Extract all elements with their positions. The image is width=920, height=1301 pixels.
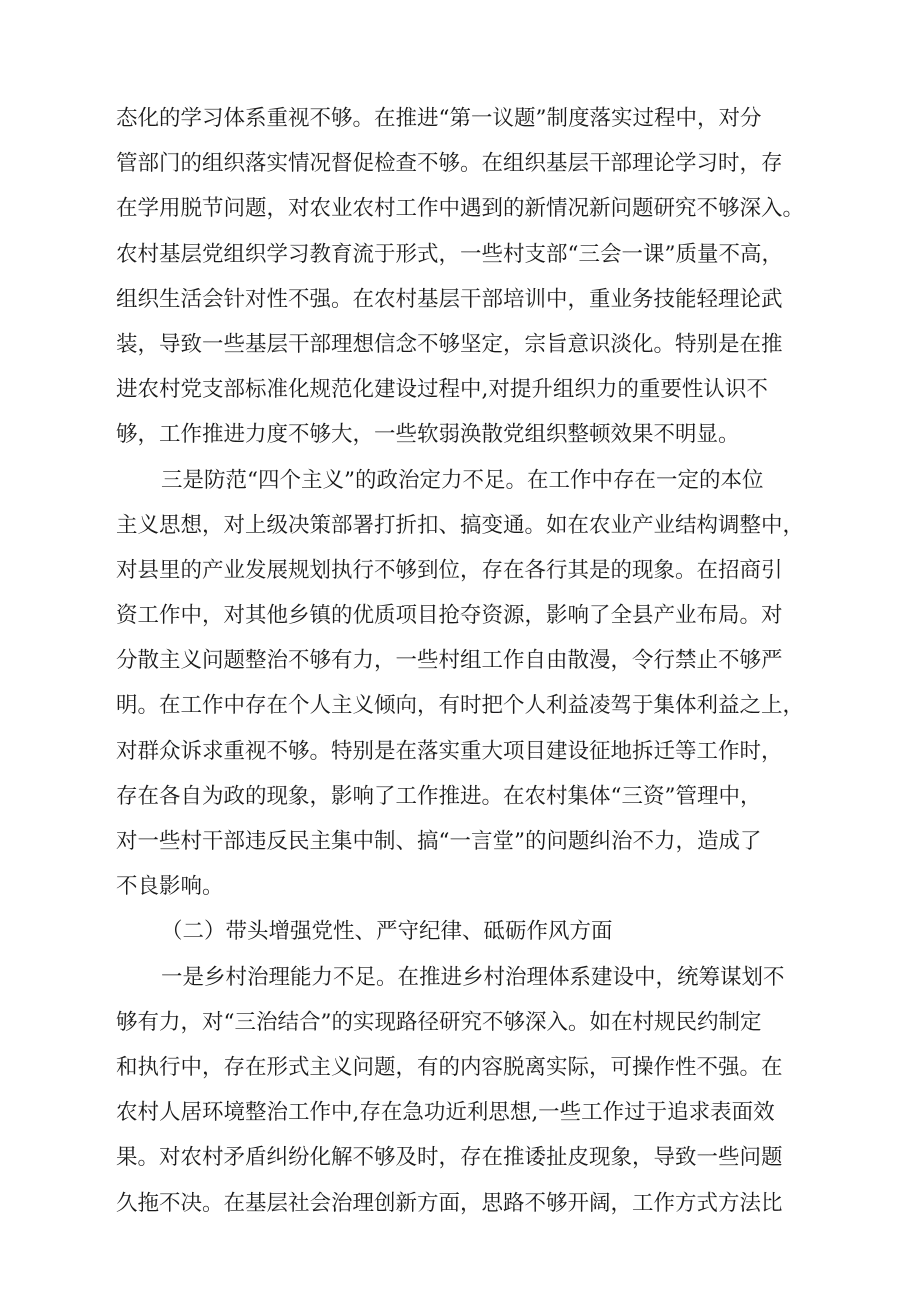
body-line: 对群众诉求重视不够。特别是在落实重大项目建设征地拆迁等工作时，: [116, 738, 783, 764]
body-line: 明。在工作中存在个人主义倾向，有时把个人利益凌驾于集体利益之上，: [116, 693, 805, 719]
body-line: 装，导致一些基层干部理想信念不够坚定，宗旨意识淡化。特别是在推: [116, 331, 783, 357]
section-heading: （二）带头增强党性、严守纪律、砥砺作风方面: [161, 919, 613, 945]
document-body: [116, 96, 834, 1226]
body-line: 农村基层党组织学习教育流于形式，一些村支部“三会一课”质量不高，: [116, 241, 783, 267]
body-line: 在学用脱节问题，对农业农村工作中遇到的新情况新问题研究不够深入。: [116, 196, 805, 222]
paragraph-start-line: 一是乡村治理能力不足。在推进乡村治理体系建设中，统筹谋划不: [161, 964, 785, 990]
body-line: 农村人居环境整治工作中,存在急功近利思想,一些工作过于追求表面效: [116, 1100, 775, 1126]
body-line: 分散主义问题整治不够有力，一些村组工作自由散漫，令行禁止不够严: [116, 648, 783, 674]
body-line: 对县里的产业发展规划执行不够到位，存在各行其是的现象。在招商引: [116, 557, 783, 583]
body-line: 存在各自为政的现象，影响了工作推进。在农村集体“三资”管理中，: [116, 783, 762, 809]
paragraph-start-line: 三是防范“四个主义”的政治定力不足。在工作中存在一定的本位: [161, 467, 764, 493]
body-line: 态化的学习体系重视不够。在推进“第一议题”制度落实过程中，对分: [116, 106, 762, 131]
body-line: 够，工作推进力度不够大，一些软弱涣散党组织整顿效果不明显。: [116, 422, 740, 448]
body-line: 管部门的组织落实情况督促检查不够。在组织基层干部理论学习时，存: [116, 151, 783, 177]
body-line: 够有力，对“三治结合”的实现路径研究不够深入。如在村规民约制定: [116, 1009, 762, 1035]
body-line: 主义思想，对上级决策部署打折扣、搞变通。如在农业产业结构调整中，: [116, 512, 805, 538]
body-line: 和执行中，存在形式主义问题，有的内容脱离实际，可操作性不强。在: [116, 1054, 783, 1080]
body-line: 不良影响。: [116, 874, 224, 900]
body-line: 久拖不决。在基层社会治理创新方面，思路不够开阔，工作方式方法比: [116, 1190, 783, 1216]
body-line: 资工作中，对其他乡镇的优质项目抢夺资源，影响了全县产业布局。对: [116, 603, 783, 629]
body-line: 果。对农村矛盾纠纷化解不够及时，存在推诿扯皮现象，导致一些问题: [116, 1145, 783, 1171]
body-line: 对一些村干部违反民主集中制、搞“一言堂”的问题纠治不力，造成了: [116, 829, 762, 854]
body-line: 进农村党支部标准化规范化建设过程中,对提升组织力的重要性认识不: [116, 377, 768, 403]
body-line: 组织生活会针对性不强。在农村基层干部培训中，重业务技能轻理论武: [116, 286, 783, 312]
